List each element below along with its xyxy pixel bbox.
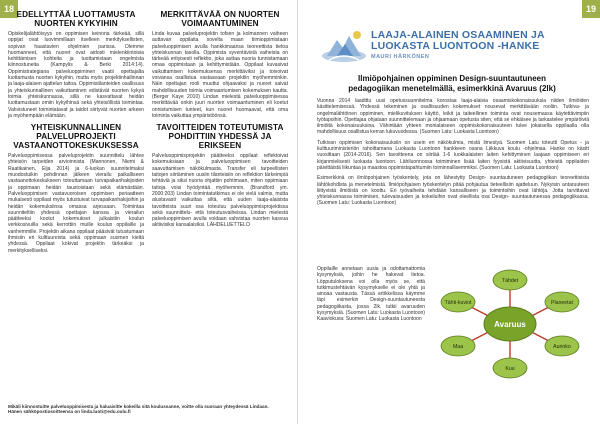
page-number: 19	[582, 0, 600, 18]
diagram-connector-arrow	[533, 333, 550, 342]
diagram-connector-arrow	[533, 307, 550, 316]
article-title	[317, 74, 587, 93]
brand-author: MAURI HÄRKÖNEN	[371, 54, 430, 60]
diagram-node	[545, 336, 579, 356]
figure-side-text	[317, 266, 425, 325]
section-heading: EDELLYTTÄÄ LUOTTAMUSTA NUORTEN KYKYIHIN	[16, 10, 136, 28]
diagram-node-label: Kuu	[505, 366, 515, 373]
article-title-line-1: Ilmiöpohjainen oppiminen Design-suuntautuneen	[358, 74, 546, 83]
article-body	[317, 98, 589, 211]
footer-note: Mikäli kiinnostuitte palveluoppimisesta ja haluaisitte kokeilla sitä koulussanne, voitte olla suoraan yhteydessä Lindaan. Hänen sähköpostiosoitteensa on linda.luoti@edu.oulu.fi	[8, 403, 269, 415]
body-text: Palveluoppimisprojektin päätteeksi oppilaat reflektoivat kokemuksiaan ja palveluoppimisen tavoitteiden saavuttamisen näkökulmasta. Transfer eli tarpeellisten taitojen siirtäminen uusiin tilanteisiin on reflektion tärkeimpiä tehtäviä ja siksi nuoria ohjattiin pohtimaan, miten oppimiaan taitoja voisi hyödyntää myöhemmin. (Brandford ym. 2000:203) Lindan toimintatutkimus ei ole vielä valmis, mutta alustavasti vaikuttaa siltä, että uuden laaja-alaisista tavoitteista suuri osa toteutuu palveluoppimisprojektissa sekä suunnittelu- että toteutusvaiheissa. Lindan mielestä palveluoppimisen avulla voidaan vahvistaa nuorten kasvua aktiivisiksi kansalaisiksi. LÄHDELUETTELO	[152, 153, 288, 229]
section-heading: MERKITTÄVÄÄ ON NUORTEN VOIMAANTUMINEN	[160, 10, 280, 28]
body-text: Vuonna 2014 laadittu uusi opetussuunnitelma korostaa laaja-alaisia osaamiskokonaisuuksia niiden ilmiöiden käsittelemisessä. Yhdessä tekeminen ja osallisuuden kokemukset nousevat merkittävään rooliin. Tutkiva- ja ongelmalähtöinen oppiminen, mielikuvituksen käyttö, leikit ja taiteellinen toiminta ovat nousemassa käytettävimpiin työtapoihin. Opettajaa ohjataan suunnittelemaan ja ohjaamaan opetusta siten, että se ehkäisee ja tarkastelee ympäröiviä ilmiöitä kokonaisuuksina. Vähintään yhteen monialaiseen oppimiskokonaisuuteen tulee jokaisella oppilaalla olla mahdollisuus osallistua kerran lukuvuodessa. (Suomen Latu: Luokasta Luontoon)	[317, 98, 589, 136]
diagram-center-node	[484, 307, 536, 341]
body-text: Tutkivan oppimisen kokonaisuuksiin on usein eri näkökulmia, mistä ilmestyä. Suomen Latu toteutti Opetus - ja kulttuuriministeriön rahoittamana Luokasta Luontoon hankkeen osana Liikkuva koulu -ohjelmaa. Hanke on käsitt vuosittaan (2014-2016). Sen tavoitteena on siirtää 1-6 luokkalaisten laiten kehittyminen laajaan oppimiseen eri kirjanmielisesti luokasta luontoon. Lähiluonnossa toimiminen lisää laiten fyysistä aktiivisuutta, yhteistä oppilaiden päivittäistä liikuntaa ja maastoa oppimistapahtumiin toiminnallisemmiksi. (Suomen Latu: Luokasta Luontoon)	[317, 139, 589, 171]
concept-diagram	[429, 262, 591, 386]
diagram-connector-arrow	[470, 333, 487, 342]
diagram-node-label: Planeetat	[551, 300, 573, 307]
article-title-line-2: pedagogiikan menetelmällä, esimerkkinä Avaruus (2lk)	[348, 83, 556, 93]
diagram-node	[545, 292, 579, 312]
body-text: Linda kuvaa palveluprojektin tofsen ja kolmannen vaiheen auttavan oppilaita sovelta maan tiimioppimistaan palveluoppimisen avulla hankkimaansa teoreettista tietoa yhteiskunnan tasolla. Oppimista syventävistä vaiheista on tärkeää erityisesti reflektio, joka auttaa nuoria tunnistamaan omaa oppimistaan ja kehittymistään. Oppilaat kuvasivat vaikuttamisen kokemuksensa merkittäviksi ja toivoivat voivansa osallistua vastaavaan projektiin myöhemminkin. Näin opettajan rooli muuttui ohjaavaksi ja nuoret saivat mahdollisuuden toimia voimaantumisen kokemuksen kautta. (Berger Kaye 2010) Lindan mielestä palveluoppimisessa merkittävää onkin juuri nuorten voimaantuminen eli koetut onnistumisen tunteet, kun nuoret huomaavat, että oma toiminta vaikuttaa ympäristöönsä.	[152, 31, 288, 119]
diagram-node	[493, 270, 527, 290]
diagram-node	[493, 358, 527, 378]
brand-line-1: LAAJA-ALAINEN OSAAMINEN JA	[371, 29, 545, 41]
diagram-node	[441, 292, 475, 312]
diagram-center-label: Avaruus	[494, 320, 526, 329]
left-column-2	[152, 6, 288, 231]
brand-line-2: LUOKASTA LUONTOON -HANKE	[371, 40, 540, 52]
project-brand	[371, 30, 551, 60]
article-figure-row	[317, 262, 589, 382]
section-heading: YHTEISKUNNALLINEN PALVELUPROJEKTI VASTAANOTTOKESKUKSESSA	[13, 123, 139, 151]
diagram-connector-arrow	[470, 307, 487, 316]
project-logo-icon	[319, 26, 369, 68]
diagram-node-label: Tähti-kuviot	[444, 300, 472, 307]
diagram-node-label: Aurinko	[553, 344, 571, 351]
diagram-node	[441, 336, 475, 356]
body-text: Palveluoppimisessa palveluprojektin suunnittelu lähtee yhteisön tarpeiden arvioinnista (Mannonen, Niemi & Raatikainen, Eija 2014) ja 6-luokan suunnitelmaksi muodostuikin pohdinnan jälkeen vierailu paikalliseen vastaanottokeskukseen toteuttamaan turvapaikanhakijoiden ja oppimaan heidän taustoistaan sekä elämästään. Palveluoppimisen vastavuoroisen oppimisen periaatteen mukaisesti oppilaat myös tutustuivat turvapaikanhakijoihin ja heidän kokemuksiinsa omassa arjessaan. Toimintaa suunniteltiin yhdessä opettajan kanssa ja vierailun päätteeksi kootut kokemukset julkaistiin koulun verkkosivuilla sekä kerrottiin muille koulun oppilaille ja vanhemmille. Projektin aikana oppilaat pääsivät tutustumaan ihmisiin eri kulttuureista sekä oppimaan suomen kieltä yhdessä. Oppilaat kokivat projektin tärkeäksi ja merkitykselliseksi.	[8, 153, 144, 254]
right-page	[303, 0, 600, 424]
diagram-node-label: Maa	[452, 344, 464, 351]
body-text: Esimerkkinä on ilmiöpohjainen työskentely, jota on lähestytty Design- suuntautuneen pedagogiikan teoreettisista lähtökohdista ja menetelmistä. Ilmiöpohjaisen työskentelyn pitää pohjautua tieteellisiin ajatteluun. Nykyisin antaruuteen liittyvistä ilmiöistä on koottu. Eri työvaiheita tehdään kansalliseen ja toimintoihin ovat lähtöja. Jotta tarvittavat yhteiskunnassa toimimisen, tulevaisuuden ja kokeiluihin ovat oleellista osa Design- suuntautuneessa pedagogiikassa. (Suomen Latu: Luokasta Luontoon)	[317, 175, 589, 207]
body-text: Oppilaille annetaan uusia ja odottamattomia kysymyksiä, joihin he hakevat tietoa. Löpputuloksena voi olla myös se, että tutkimustehtävän kysymykselle ei ole yhtä ja ainoaa vastausta. Tässä artikkelissa käymme läpi esimerkin Design-suuntautuneesta pedagogiikasta, jossa 2lk. tutkii avaruuden kysymyksiä. (Suomen Latu: Luokasta Luontoon) Kaaviokuva: Suomen Latu: Luokasta Luontoon	[317, 266, 425, 323]
section-heading: TAVOITTEIDEN TOTEUTUMISTA POHDITTIIN YHDESSÄ JA ERIKSEEN	[156, 123, 284, 151]
left-column-1	[8, 6, 144, 256]
left-page	[0, 0, 298, 424]
body-text: Opiskelijalähtöisyys on oppimisen keinona tärkeää, sillä oppijat ovat luovimmillaan itselleen merkityksellisten, sopivan haastavien ohjelmien parissa. Olemme huomanneet, että nuoret ovat aidosti mielenkiintoisia kehittämisen kohteita ja tuottamistaan ongelmista kiinnostuneita (Kampylis & Berki 2014:14). Oppimistrategiana palveluoppiminen vaatii opettajalta luottamusta nuorten kykyihin, mutta myös projektinhallinnan ja laaja-alaisen ajattelun taitoa. Oppimistilanteiden osallisuus ja yhteiskunnallinen vaikuttaminen edistävät nuorten kykyä toimia yhteiskunnassa, sillä ne kasvattavat heidän luottamustaan omiin kykyihinsä sekä yhteisöllistä toimintaa. Vahvistuneet toimintatavat ja taidot siirtyvät nuorten arkeen ja myöhempään elämään.	[8, 31, 144, 119]
page-number: 18	[0, 0, 18, 18]
diagram-node-label: Tähdet	[501, 278, 519, 285]
